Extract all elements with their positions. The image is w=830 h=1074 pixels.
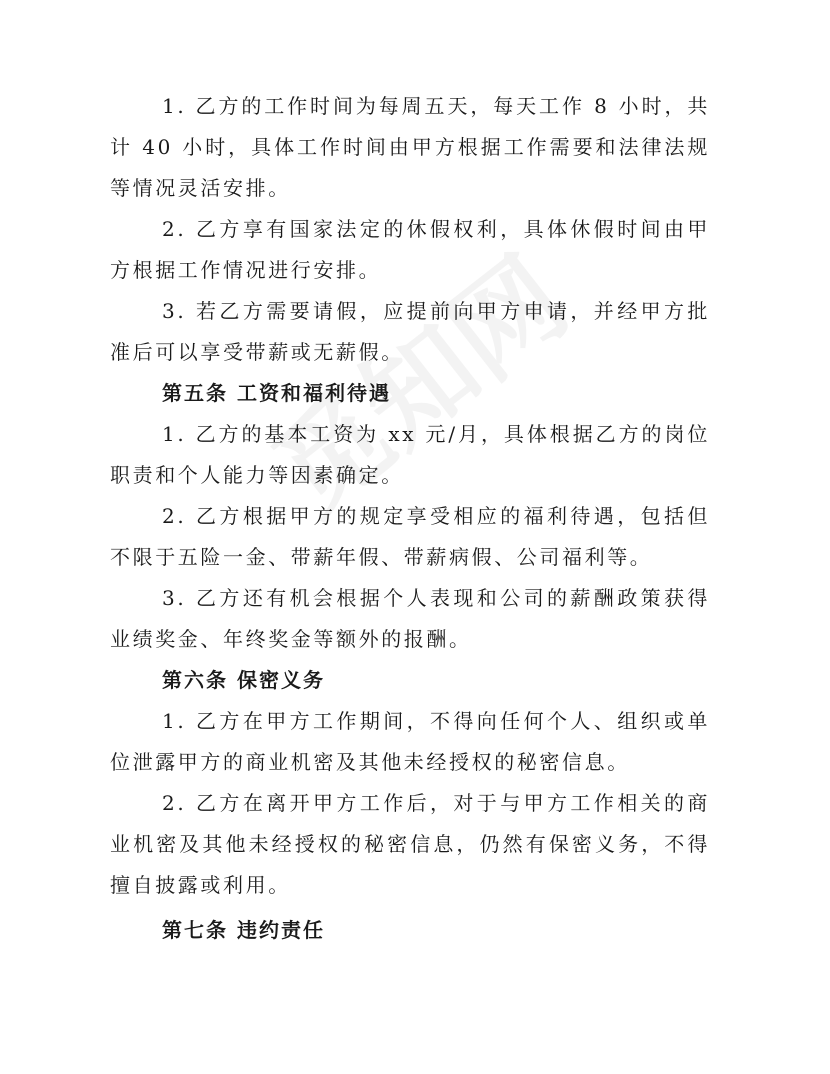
work-time-item-3: 3. 若乙方需要请假，应提前向甲方申请，并经甲方批准后可以享受带薪或无薪假。: [110, 299, 710, 364]
section-5-item-3: 3. 乙方还有机会根据个人表现和公司的薪酬政策获得业绩奖金、年终奖金等额外的报酬。: [110, 586, 710, 651]
section-7-title: 第七条 违约责任: [162, 918, 325, 942]
work-time-item-2: 2. 乙方享有国家法定的休假权利，具体休假时间由甲方根据工作情况进行安排。: [110, 217, 710, 282]
section-6-item-2: 2. 乙方在离开甲方工作后，对于与甲方工作相关的商业机密及其他未经授权的秘密信息，仍然有保密义务，不得擅自披露或利用。: [110, 791, 710, 897]
section-5-item-1: 1. 乙方的基本工资为 xx 元/月，具体根据乙方的岗位职责和个人能力等因素确定。: [110, 422, 710, 487]
work-time-item-1: 1. 乙方的工作时间为每周五天，每天工作 8 小时，共计 40 小时，具体工作时间由甲方根据工作需要和法律法规等情况灵活安排。: [110, 94, 710, 200]
section-6-title: 第六条 保密义务: [162, 668, 325, 692]
section-5-title: 第五条 工资和福利待遇: [162, 381, 391, 405]
document-body: [110, 86, 710, 951]
section-5-item-2: 2. 乙方根据甲方的规定享受相应的福利待遇，包括但不限于五险一金、带薪年假、带薪病假、公司福利等。: [110, 504, 710, 569]
section-6-item-1: 1. 乙方在甲方工作期间，不得向任何个人、组织或单位泄露甲方的商业机密及其他未经授权的秘密信息。: [110, 709, 710, 774]
